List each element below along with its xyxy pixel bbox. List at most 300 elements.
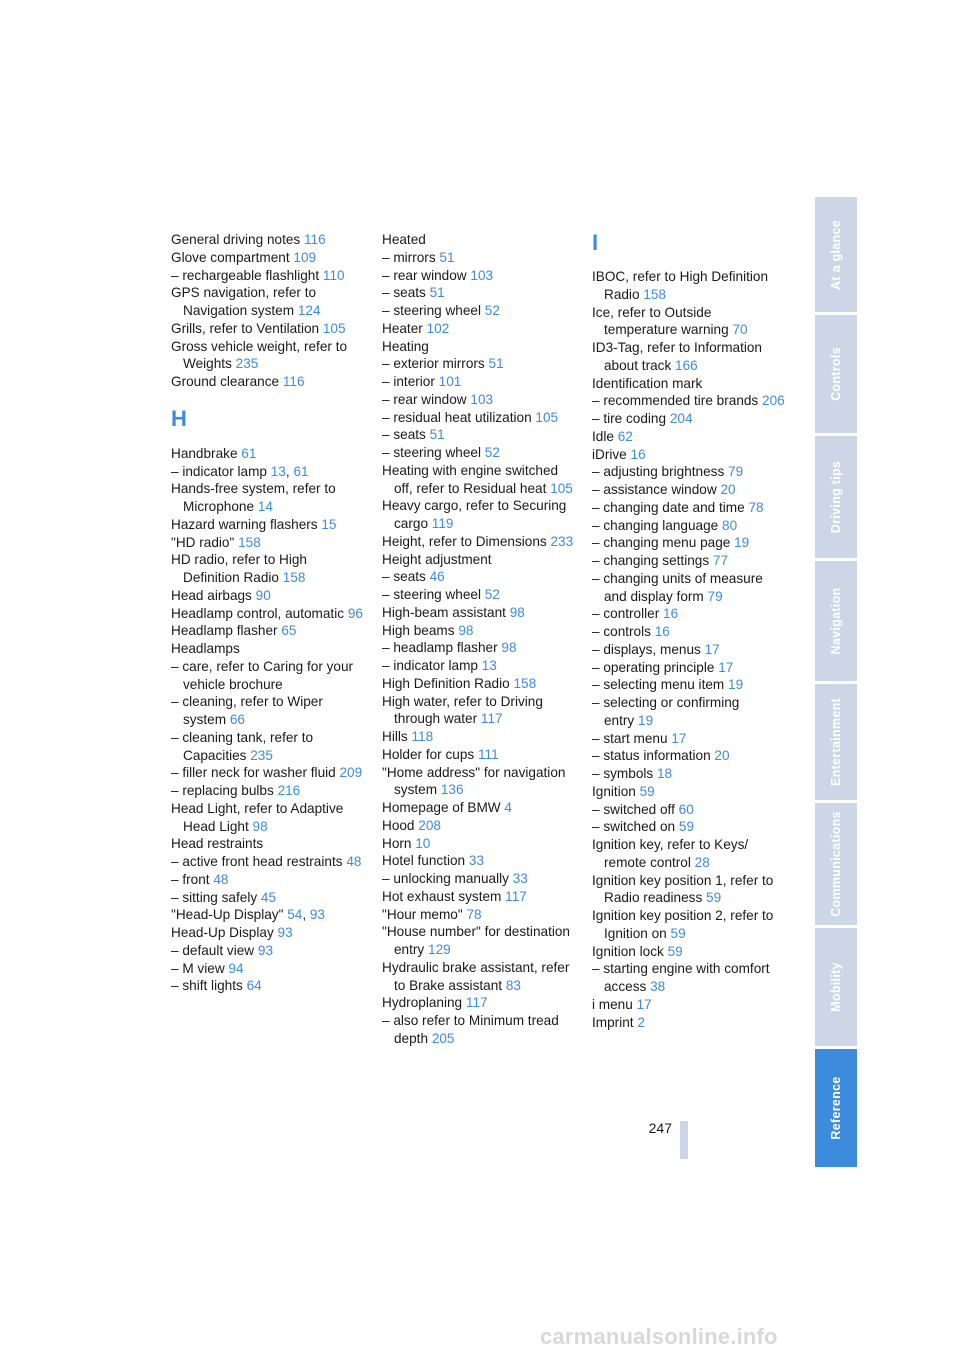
index-entry bbox=[592, 801, 787, 819]
page-reference-link[interactable]: 83 bbox=[505, 977, 521, 993]
index-entry bbox=[592, 1014, 787, 1032]
page-reference-link[interactable]: 52 bbox=[484, 303, 500, 318]
page-reference-link[interactable]: 158 bbox=[513, 675, 537, 691]
tab-entertainment[interactable] bbox=[815, 684, 857, 800]
index-term: Ignition key position 2, refer to Ignition on bbox=[592, 908, 774, 941]
index-term: Grills, refer to Ventilation bbox=[171, 320, 320, 336]
page-reference-link[interactable]: 17 bbox=[636, 996, 652, 1012]
page-reference-link[interactable]: 98 bbox=[501, 640, 517, 656]
index-entry bbox=[592, 996, 787, 1014]
index-entry bbox=[592, 392, 787, 410]
index-entry bbox=[171, 835, 366, 853]
index-term: GPS navigation, refer to Navigation system bbox=[171, 285, 317, 318]
index-term: Ignition lock bbox=[592, 943, 664, 959]
index-entry bbox=[592, 907, 787, 943]
page-reference-link[interactable]: 16 bbox=[654, 624, 670, 639]
page-reference-link[interactable]: 105 bbox=[322, 320, 346, 336]
index-term: – controls bbox=[592, 624, 651, 639]
index-entry bbox=[171, 693, 366, 729]
index-entry bbox=[382, 764, 577, 800]
index-term: Imprint bbox=[592, 1014, 634, 1030]
page-reference-link[interactable]: 98 bbox=[252, 818, 268, 834]
index-term: – unlocking manually bbox=[382, 871, 509, 886]
index-entry bbox=[171, 605, 366, 623]
page-reference-link[interactable]: 52 bbox=[484, 445, 500, 460]
page-reference-link[interactable]: 19 bbox=[638, 712, 654, 728]
index-entry bbox=[592, 481, 787, 499]
page-reference-link[interactable]: 28 bbox=[694, 854, 710, 870]
index-column-2 bbox=[382, 231, 577, 1048]
index-term: – indicator lamp bbox=[171, 463, 267, 479]
index-entry bbox=[382, 994, 577, 1012]
page-reference-link[interactable]: 19 bbox=[728, 677, 744, 693]
index-entry bbox=[171, 338, 366, 374]
index-entry bbox=[592, 552, 787, 570]
index-column-3 bbox=[592, 231, 787, 1031]
page-reference-link[interactable]: 98 bbox=[458, 622, 474, 638]
page-reference-link[interactable]: 78 bbox=[748, 499, 764, 515]
tab-communications[interactable] bbox=[815, 803, 857, 925]
index-entry bbox=[382, 728, 577, 746]
index-entry bbox=[592, 659, 787, 677]
page-reference-link[interactable]: 70 bbox=[732, 322, 748, 338]
page-reference-link[interactable]: 235 bbox=[250, 747, 273, 763]
index-term: iDrive bbox=[592, 446, 627, 462]
page-reference-link[interactable]: 124 bbox=[297, 303, 321, 318]
index-entry bbox=[382, 462, 577, 498]
index-entry bbox=[592, 463, 787, 481]
index-entry bbox=[171, 445, 366, 463]
page-reference-link[interactable]: 216 bbox=[277, 783, 301, 798]
index-term: Hydraulic brake assistant, refer to Brake assistant bbox=[382, 959, 570, 993]
index-entry bbox=[592, 641, 787, 659]
page-reference-link[interactable]: 2 bbox=[637, 1014, 645, 1030]
index-entry bbox=[382, 568, 577, 586]
index-term: Head restraints bbox=[171, 836, 264, 852]
index-entry bbox=[382, 249, 577, 267]
page-reference-link[interactable]: 158 bbox=[282, 570, 306, 585]
index-term: Hazard warning flashers bbox=[171, 516, 318, 532]
index-term: Ignition bbox=[592, 783, 636, 799]
index-entry bbox=[592, 517, 787, 535]
index-entry bbox=[382, 444, 577, 462]
index-term: – starting engine with comfort access bbox=[592, 961, 770, 994]
index-entry bbox=[592, 410, 787, 428]
index-term: – recommended tire brands bbox=[592, 393, 759, 409]
index-entry bbox=[592, 943, 787, 961]
index-entry bbox=[382, 284, 577, 302]
index-term: – tire coding bbox=[592, 411, 667, 426]
page-reference-link[interactable]: 13 bbox=[481, 658, 497, 673]
index-term: – residual heat utilization bbox=[382, 409, 532, 425]
index-entry bbox=[592, 446, 787, 464]
index-term: – rear window bbox=[382, 391, 467, 407]
index-term: – operating principle bbox=[592, 659, 715, 675]
index-entry bbox=[382, 959, 577, 995]
index-term: – assistance window bbox=[592, 482, 717, 497]
index-term: Heated bbox=[382, 232, 426, 247]
tab-label: At a glance bbox=[829, 219, 843, 290]
index-entry: – indicator lamp 13, 61 bbox=[171, 463, 309, 479]
index-term: Hydroplaning bbox=[382, 995, 463, 1011]
page-reference-link[interactable]: 51 bbox=[488, 356, 504, 372]
index-term: – replacing bulbs bbox=[171, 783, 274, 798]
page-reference-link[interactable]: 48 bbox=[346, 854, 362, 869]
index-entry bbox=[382, 551, 577, 569]
page-reference-link[interactable]: 111 bbox=[477, 746, 499, 762]
page-reference-link[interactable]: 14 bbox=[257, 499, 273, 514]
index-entry bbox=[171, 782, 366, 800]
page-reference-link[interactable]: 117 bbox=[480, 711, 503, 727]
index-term: – changing date and time bbox=[592, 499, 745, 515]
index-term: "Hour memo" bbox=[382, 906, 463, 922]
index-term: – start menu bbox=[592, 730, 668, 746]
index-entry bbox=[592, 534, 787, 552]
tab-reference[interactable] bbox=[815, 1049, 857, 1167]
page-reference-link[interactable]: 64 bbox=[246, 978, 262, 994]
index-entry bbox=[382, 906, 577, 924]
page-reference-link[interactable]: 93 bbox=[277, 925, 293, 940]
index-term: – front bbox=[171, 871, 210, 887]
index-term: – care, refer to Caring for your vehicle brochure bbox=[171, 658, 354, 692]
index-entry bbox=[592, 339, 787, 375]
page-reference-link[interactable]: 233 bbox=[550, 533, 574, 549]
page-reference-link[interactable]: 19 bbox=[734, 535, 750, 551]
index-entry bbox=[592, 428, 787, 446]
page-reference-link[interactable]: 116 bbox=[304, 232, 326, 247]
page-reference-link[interactable]: 77 bbox=[712, 553, 729, 568]
index-entry bbox=[171, 551, 366, 587]
index-entry bbox=[382, 426, 577, 444]
page-reference-link[interactable]: 13 bbox=[270, 463, 286, 479]
index-term: – steering wheel bbox=[382, 587, 481, 602]
index-entry bbox=[592, 570, 787, 606]
index-entry bbox=[382, 639, 577, 657]
page-number-bar bbox=[680, 1121, 688, 1159]
index-entry bbox=[171, 249, 366, 267]
page-reference-link[interactable]: 45 bbox=[260, 889, 277, 905]
index-entry bbox=[171, 924, 366, 942]
page-reference-link[interactable]: 118 bbox=[411, 729, 434, 744]
index-entry bbox=[171, 267, 366, 285]
index-term: Identification mark bbox=[592, 375, 703, 391]
tab-label: Controls bbox=[829, 347, 843, 401]
page-reference-link[interactable]: 93 bbox=[309, 907, 325, 923]
section-letter: H bbox=[171, 405, 187, 431]
page-reference-link[interactable]: 33 bbox=[512, 871, 528, 886]
page-reference-link[interactable]: 166 bbox=[675, 357, 698, 373]
index-term: Heating bbox=[382, 338, 429, 354]
page-reference-link[interactable]: 101 bbox=[438, 374, 462, 389]
page-reference-link[interactable]: 103 bbox=[470, 267, 494, 283]
index-entry bbox=[592, 304, 787, 340]
index-entry bbox=[171, 320, 366, 338]
page-reference-link[interactable]: 117 bbox=[505, 888, 527, 904]
index-entry bbox=[171, 480, 366, 516]
page-reference-link[interactable]: 18 bbox=[656, 766, 673, 781]
index-entry bbox=[171, 534, 366, 552]
index-entry bbox=[382, 604, 577, 622]
page-reference-link[interactable]: 51 bbox=[439, 249, 455, 265]
page-reference-link[interactable]: 59 bbox=[667, 943, 683, 959]
page-reference-link[interactable]: 62 bbox=[617, 428, 633, 444]
index-term: – interior bbox=[382, 374, 435, 389]
page-reference-link[interactable]: 59 bbox=[706, 890, 722, 906]
page-reference-link[interactable]: 65 bbox=[281, 623, 297, 639]
tab-driving-tips[interactable] bbox=[815, 436, 857, 558]
index-entry bbox=[171, 960, 366, 978]
index-entry bbox=[382, 586, 577, 604]
watermark: carmanualsonline.info bbox=[540, 1324, 778, 1349]
page-reference-link[interactable]: 110 bbox=[322, 267, 345, 283]
page-reference-link[interactable]: 16 bbox=[663, 606, 679, 622]
index-term: – exterior mirrors bbox=[382, 356, 485, 372]
index-term: – displays, menus bbox=[592, 641, 701, 657]
page-reference-link[interactable]: 80 bbox=[722, 517, 738, 533]
page-reference-link[interactable]: 158 bbox=[238, 534, 261, 550]
page-reference-link[interactable]: 59 bbox=[670, 925, 686, 941]
index-entry bbox=[382, 817, 577, 835]
index-term: – steering wheel bbox=[382, 303, 481, 318]
index-entry bbox=[382, 657, 577, 675]
page-reference-link[interactable]: 60 bbox=[678, 801, 694, 817]
page-reference-link[interactable]: 98 bbox=[509, 604, 525, 620]
page-reference-link[interactable]: 119 bbox=[431, 516, 454, 531]
index-entry bbox=[382, 497, 577, 533]
index-term: Hotel function bbox=[382, 853, 466, 869]
index-term: – seats bbox=[382, 569, 426, 585]
index-term: – switched off bbox=[592, 801, 675, 817]
index-term: – controller bbox=[592, 606, 660, 622]
page-reference-link[interactable]: 17 bbox=[704, 641, 720, 657]
page-reference-link[interactable]: 102 bbox=[426, 320, 450, 336]
index-term: – mirrors bbox=[382, 249, 436, 265]
index-term: – default view bbox=[171, 942, 255, 958]
page-reference-link[interactable]: 78 bbox=[466, 906, 482, 922]
page-reference-link[interactable]: 15 bbox=[321, 516, 337, 532]
page-reference-link[interactable]: 158 bbox=[643, 286, 666, 302]
page-reference-link[interactable]: 235 bbox=[235, 356, 259, 372]
page-reference-link[interactable]: 17 bbox=[718, 659, 734, 675]
index-term: – rechargeable flashlight bbox=[171, 267, 320, 283]
index-term: Head-Up Display bbox=[171, 925, 274, 940]
index-entry bbox=[382, 746, 577, 764]
index-term: – adjusting brightness bbox=[592, 464, 725, 480]
page-reference-link[interactable]: 46 bbox=[429, 569, 445, 585]
page-reference-link[interactable]: 116 bbox=[282, 374, 305, 389]
index-term: – rear window bbox=[382, 267, 467, 283]
page-reference-link[interactable]: 20 bbox=[720, 482, 736, 497]
index-entry bbox=[382, 320, 577, 338]
index-entry bbox=[382, 533, 577, 551]
index-term: General driving notes bbox=[171, 232, 301, 247]
index-entry bbox=[592, 747, 787, 765]
index-term: Gross vehicle weight, refer to Weights bbox=[171, 338, 348, 372]
index-term: ID3-Tag, refer to Information about track bbox=[592, 340, 762, 373]
index-entry bbox=[171, 516, 366, 534]
index-entry bbox=[592, 730, 787, 748]
index-entry bbox=[171, 889, 366, 907]
index-term: "Head-Up Display" bbox=[171, 907, 284, 923]
index-term: – selecting or confirming entry bbox=[592, 695, 740, 728]
index-entry bbox=[592, 676, 787, 694]
tab-label: Navigation bbox=[829, 587, 843, 655]
tab-controls[interactable] bbox=[815, 315, 857, 433]
index-entry bbox=[382, 391, 577, 409]
index-entry bbox=[171, 373, 366, 391]
index-term: Ice, refer to Outside temperature warning bbox=[592, 304, 729, 338]
page-reference-link[interactable]: 66 bbox=[229, 712, 245, 727]
page-reference-link[interactable]: 52 bbox=[484, 587, 500, 602]
index-term: – also refer to Minimum tread depth bbox=[382, 1013, 559, 1046]
index-entry bbox=[171, 284, 366, 320]
index-entry bbox=[171, 640, 366, 658]
index-term: Height adjustment bbox=[382, 551, 492, 567]
index-entry bbox=[592, 605, 787, 623]
tab-label: Mobility bbox=[829, 962, 843, 1012]
page-reference-link[interactable]: 4 bbox=[504, 800, 512, 815]
index-entry bbox=[382, 1012, 577, 1048]
page-reference-link[interactable]: 90 bbox=[255, 587, 271, 603]
index-term: Hills bbox=[382, 729, 408, 744]
index-term: High-beam assistant bbox=[382, 604, 506, 620]
index-entry bbox=[592, 375, 787, 393]
index-entry bbox=[382, 835, 577, 853]
page-reference-link[interactable]: 17 bbox=[671, 730, 687, 746]
index-entry bbox=[592, 872, 787, 908]
index-term: Head Light, refer to Adaptive Head Light bbox=[171, 800, 344, 834]
page-reference-link[interactable]: 59 bbox=[639, 783, 655, 799]
page-reference-link[interactable]: 61 bbox=[293, 463, 309, 479]
page-number: 247 bbox=[648, 1120, 672, 1136]
index-term: High water, refer to Driving through water bbox=[382, 693, 543, 727]
page-reference-link[interactable]: 61 bbox=[241, 445, 257, 461]
tab-mobility[interactable] bbox=[815, 928, 857, 1046]
index-entry: "Head-Up Display" 54, 93 bbox=[171, 907, 325, 923]
index-term: – changing language bbox=[592, 517, 719, 533]
index-term: – cleaning tank, refer to Capacities bbox=[171, 729, 314, 763]
index-entry bbox=[592, 783, 787, 801]
index-entry bbox=[592, 268, 787, 304]
index-term: Headlamp control, automatic bbox=[171, 605, 345, 621]
index-term: – selecting menu item bbox=[592, 677, 725, 693]
index-entry bbox=[171, 729, 366, 765]
section-tabs bbox=[815, 197, 857, 1170]
index-term: IBOC, refer to High Definition Radio bbox=[592, 269, 769, 302]
index-term: – indicator lamp bbox=[382, 658, 478, 673]
page-reference-link[interactable]: 51 bbox=[429, 427, 445, 443]
index-entry bbox=[382, 675, 577, 693]
page-reference-link[interactable]: 105 bbox=[550, 480, 573, 496]
page-reference-link[interactable]: 79 bbox=[728, 464, 744, 480]
index-entry bbox=[171, 977, 366, 995]
index-entry bbox=[592, 623, 787, 641]
index-entry bbox=[171, 942, 366, 960]
index-entry bbox=[171, 231, 366, 249]
index-term: – filler neck for washer fluid bbox=[171, 765, 336, 781]
index-term: – active front head restraints bbox=[171, 854, 343, 869]
index-term: Ground clearance bbox=[171, 374, 280, 389]
page-reference-link[interactable]: 51 bbox=[429, 285, 445, 301]
page-reference-link[interactable]: 205 bbox=[431, 1030, 455, 1046]
index-term: Heavy cargo, refer to Securing cargo bbox=[382, 498, 567, 531]
index-entry bbox=[592, 694, 787, 730]
page-reference-link[interactable]: 10 bbox=[415, 835, 431, 851]
index-term: Head airbags bbox=[171, 587, 252, 603]
index-entry bbox=[382, 231, 577, 249]
index-column-1 bbox=[171, 231, 366, 995]
index-term: Height, refer to Dimensions bbox=[382, 533, 547, 549]
page-reference-link[interactable]: 48 bbox=[213, 871, 229, 887]
page-reference-link[interactable]: 208 bbox=[418, 817, 441, 833]
page-reference-link[interactable]: 38 bbox=[650, 979, 666, 994]
index-term: – changing units of measure and display form bbox=[592, 570, 763, 604]
index-term: Hands-free system, refer to Microphone bbox=[171, 481, 336, 514]
index-term: Holder for cups bbox=[382, 746, 475, 762]
index-term: – seats bbox=[382, 285, 426, 301]
page-reference-link[interactable]: 94 bbox=[228, 960, 244, 976]
page-reference-link[interactable]: 16 bbox=[630, 446, 646, 462]
index-entry bbox=[171, 871, 366, 889]
page-reference-link[interactable]: 33 bbox=[468, 853, 485, 869]
index-term: Headlamps bbox=[171, 641, 240, 656]
index-entry bbox=[171, 587, 366, 605]
page-reference-link[interactable]: 117 bbox=[465, 995, 488, 1011]
page-reference-link[interactable]: 96 bbox=[347, 605, 363, 621]
index-entry bbox=[171, 622, 366, 640]
index-term: Horn bbox=[382, 835, 412, 851]
index-entry bbox=[171, 658, 366, 694]
index-term: High Definition Radio bbox=[382, 675, 510, 691]
index-entry bbox=[382, 799, 577, 817]
index-entry bbox=[382, 870, 577, 888]
index-entry bbox=[592, 818, 787, 836]
page-reference-link[interactable]: 129 bbox=[428, 942, 451, 957]
tab-label: Driving tips bbox=[829, 460, 843, 534]
page-reference-link[interactable]: 79 bbox=[707, 588, 723, 604]
page-reference-link[interactable]: 59 bbox=[678, 819, 695, 835]
page-reference-link[interactable]: 206 bbox=[762, 393, 785, 409]
tab-at-a-glance[interactable] bbox=[815, 197, 857, 312]
index-entry bbox=[382, 267, 577, 285]
index-term: – sitting safely bbox=[171, 889, 258, 905]
page-reference-link[interactable]: 93 bbox=[257, 942, 274, 958]
index-entry bbox=[382, 888, 577, 906]
index-entry bbox=[382, 338, 577, 356]
page-reference-link[interactable]: 204 bbox=[669, 411, 693, 426]
index-term: – steering wheel bbox=[382, 445, 481, 460]
index-term: – headlamp flasher bbox=[382, 640, 498, 656]
page-reference-link[interactable]: 103 bbox=[470, 391, 494, 407]
tab-label: Communications bbox=[829, 811, 843, 917]
index-term: – M view bbox=[171, 960, 225, 976]
tab-navigation[interactable] bbox=[815, 561, 857, 681]
page-reference-link[interactable]: 20 bbox=[714, 748, 730, 764]
page-reference-link[interactable]: 209 bbox=[339, 765, 363, 781]
page-reference-link[interactable]: 136 bbox=[440, 782, 464, 798]
index-entry bbox=[382, 693, 577, 729]
index-term: Homepage of BMW bbox=[382, 800, 501, 815]
page-reference-link[interactable]: 54 bbox=[287, 907, 303, 923]
page-reference-link[interactable]: 105 bbox=[535, 409, 559, 425]
index-term: – switched on bbox=[592, 819, 676, 835]
page-reference-link[interactable]: 109 bbox=[293, 249, 317, 265]
index-entry bbox=[592, 499, 787, 517]
index-entry bbox=[171, 800, 366, 836]
index-term: Glove compartment bbox=[171, 249, 290, 265]
index-term: – shift lights bbox=[171, 978, 243, 994]
index-term: – status information bbox=[592, 748, 711, 764]
